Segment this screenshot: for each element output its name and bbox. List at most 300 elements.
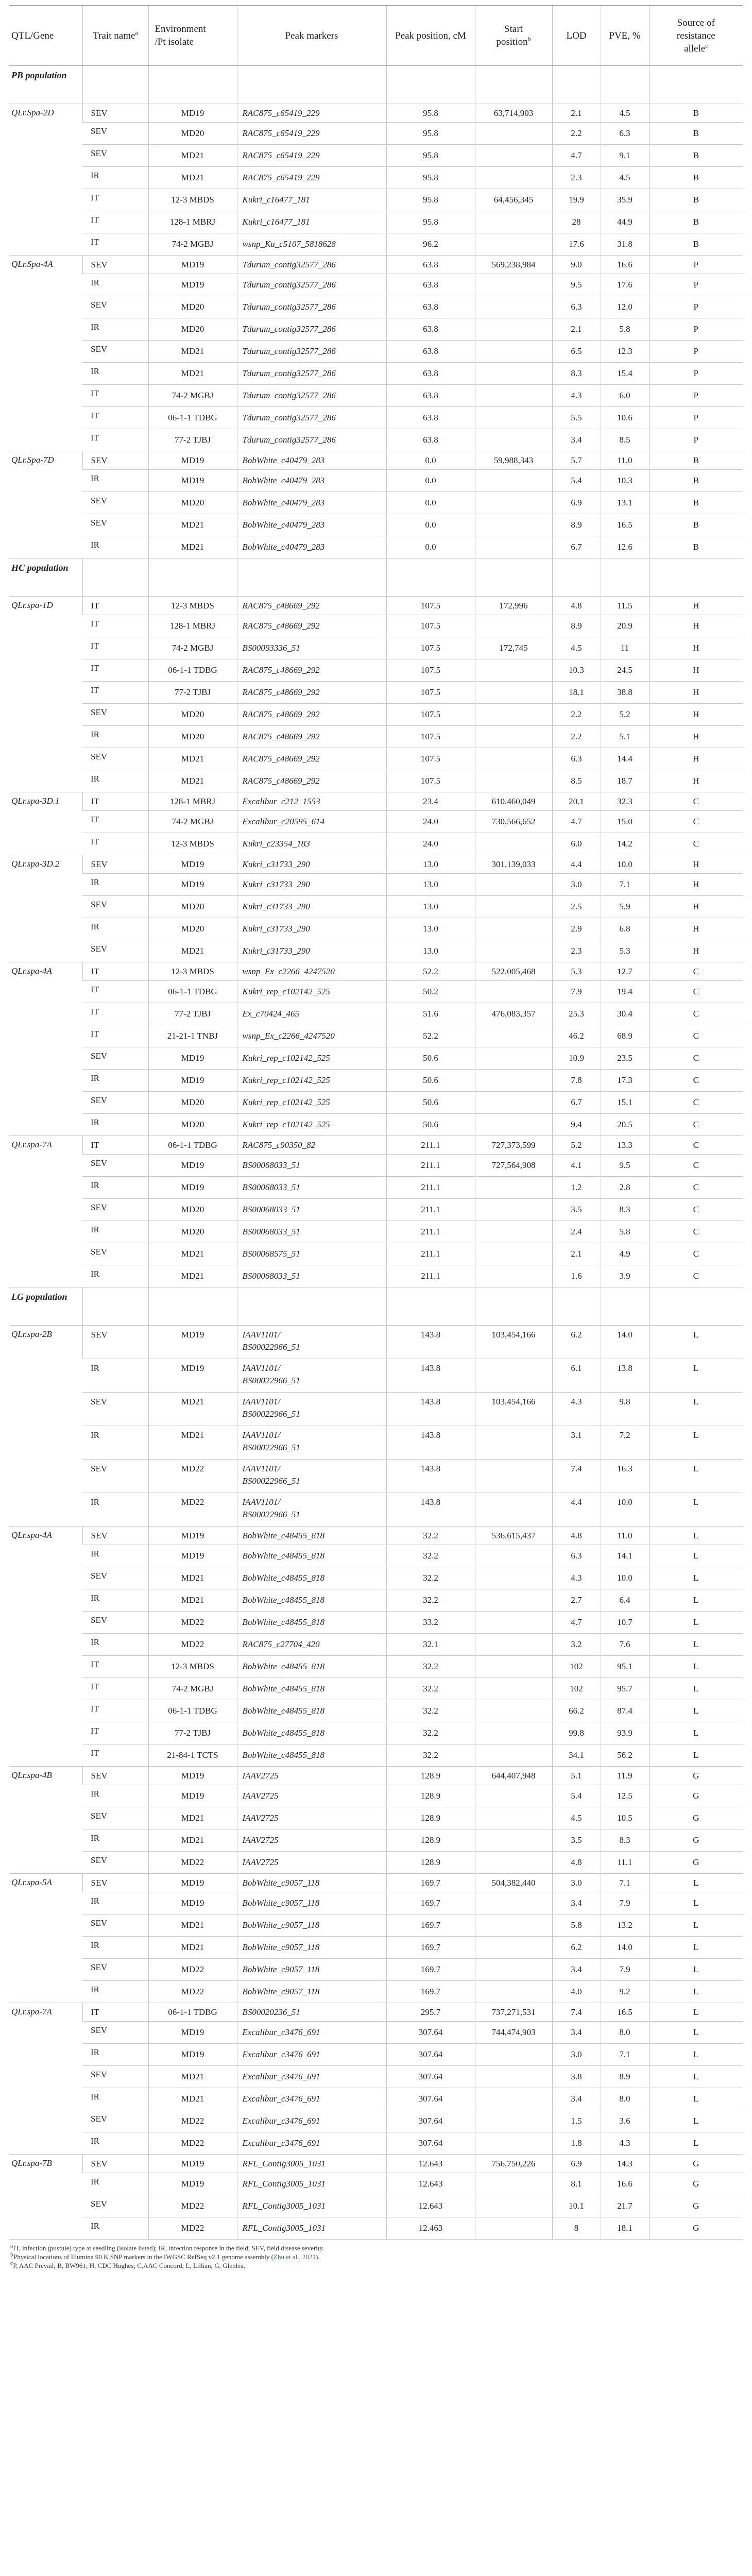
marker-line: IAAV1101/ (242, 1363, 280, 1373)
environment-cell: MD21 (148, 363, 237, 385)
lod-cell: 7.9 (552, 981, 601, 1003)
marker-cell: RAC875_c90350_82 (237, 1136, 386, 1155)
environment-cell: 77-2 TJBJ (148, 429, 237, 451)
peak-position-cell: 24.0 (386, 811, 475, 833)
environment-cell: MD20 (148, 318, 237, 341)
peak-position-cell: 0.0 (386, 451, 475, 470)
marker-cell: BobWhite_c48455_818 (237, 1678, 386, 1700)
lod-cell: 6.5 (552, 341, 601, 363)
table-row (9, 123, 743, 145)
trait-cell: SEV (82, 1326, 148, 1359)
table-row (9, 1136, 743, 1155)
peak-position-cell: 143.8 (386, 1393, 475, 1426)
lod-cell: 2.5 (552, 896, 601, 918)
citation-link[interactable]: Zhu et al., 2021 (274, 2253, 316, 2261)
lod-cell: 5.5 (552, 407, 601, 429)
pve-cell: 5.2 (601, 704, 649, 726)
peak-position-cell: 128.9 (386, 1767, 475, 1785)
source-allele-cell: P (649, 274, 743, 296)
pve-cell: 12.6 (601, 536, 649, 558)
peak-position-cell: 128.9 (386, 1829, 475, 1852)
pve-cell: 16.5 (601, 2003, 649, 2022)
marker-cell: IAAV2725 (237, 1852, 386, 1874)
start-position-cell: 172,745 (475, 637, 552, 659)
pve-cell: 19.4 (601, 981, 649, 1003)
pve-cell: 11 (601, 637, 649, 659)
trait-cell: IR (82, 874, 148, 896)
environment-cell: MD20 (148, 896, 237, 918)
lod-cell: 2.4 (552, 1221, 601, 1243)
trait-cell: IR (82, 2044, 148, 2066)
lod-cell: 4.8 (552, 597, 601, 615)
start-position-cell (475, 1545, 552, 1567)
qtl-name: QLr.spa-3D.2 (9, 855, 82, 962)
table-row (9, 1959, 743, 1981)
trait-cell: IT (82, 1136, 148, 1155)
trait-cell: SEV (82, 451, 148, 470)
peak-position-cell: 107.5 (386, 682, 475, 704)
lod-cell: 102 (552, 1656, 601, 1678)
trait-cell: IR (82, 1070, 148, 1092)
environment-cell: 06-1-1 TDBG (148, 407, 237, 429)
source-allele-cell: L (649, 2132, 743, 2155)
table-row (9, 1612, 743, 1634)
peak-position-cell: 52.2 (386, 962, 475, 981)
environment-cell: MD19 (148, 1545, 237, 1567)
trait-cell: IR (82, 167, 148, 189)
start-position-cell: 63,714,903 (475, 104, 552, 123)
environment-cell: MD22 (148, 2110, 237, 2132)
source-allele-cell: L (649, 1874, 743, 1892)
environment-cell: MD21 (148, 1567, 237, 1589)
lod-cell: 3.0 (552, 874, 601, 896)
lod-cell: 5.4 (552, 470, 601, 492)
trait-cell: IT (82, 1700, 148, 1722)
qtl-name: QLr.spa-4B (9, 1767, 82, 1874)
trait-cell: IR (82, 1785, 148, 1807)
pve-cell: 87.4 (601, 1700, 649, 1722)
marker-cell: Tdurum_contig32577_286 (237, 256, 386, 274)
marker-cell: RAC875_c48669_292 (237, 726, 386, 748)
start-position-cell (475, 1567, 552, 1589)
source-allele-cell: P (649, 407, 743, 429)
start-position-cell (475, 1744, 552, 1767)
start-position-cell (475, 1959, 552, 1981)
marker-cell: Tdurum_contig32577_286 (237, 429, 386, 451)
table-row (9, 536, 743, 558)
start-position-cell (475, 1678, 552, 1700)
peak-position-cell: 211.1 (386, 1155, 475, 1177)
trait-cell: IT (82, 2003, 148, 2022)
lod-cell: 2.1 (552, 104, 601, 123)
pve-cell: 6.3 (601, 123, 649, 145)
trait-cell: SEV (82, 940, 148, 962)
marker-cell: RFL_Contig3005_1031 (237, 2195, 386, 2217)
table-row (9, 1874, 743, 1892)
table-row (9, 341, 743, 363)
environment-cell: 21-21-1 TNBJ (148, 1025, 237, 1047)
qtl-name: QLr.spa-2B (9, 1326, 82, 1527)
start-position-cell (475, 2044, 552, 2066)
marker-cell: BS00068033_51 (237, 1155, 386, 1177)
peak-position-cell: 63.8 (386, 429, 475, 451)
table-row (9, 189, 743, 211)
environment-cell: MD22 (148, 1981, 237, 2003)
pve-cell: 44.9 (601, 211, 649, 233)
start-position-cell (475, 123, 552, 145)
start-position-cell (475, 1722, 552, 1744)
marker-cell: Kukri_c16477_181 (237, 189, 386, 211)
start-position-cell: 610,460,049 (475, 792, 552, 811)
trait-cell: SEV (82, 896, 148, 918)
peak-position-cell: 63.8 (386, 256, 475, 274)
lod-cell: 3.4 (552, 429, 601, 451)
qtl-name: QLr.spa-7A (9, 1136, 82, 1287)
source-allele-cell: G (649, 2217, 743, 2240)
empty-cell (237, 66, 386, 104)
start-position-cell (475, 407, 552, 429)
peak-position-cell: 169.7 (386, 1959, 475, 1981)
lod-cell: 66.2 (552, 1700, 601, 1722)
environment-cell: 12-3 MBDS (148, 1656, 237, 1678)
empty-cell (649, 66, 743, 104)
pve-cell: 30.4 (601, 1003, 649, 1025)
start-position-cell (475, 363, 552, 385)
table-row (9, 855, 743, 874)
environment-cell: MD20 (148, 1114, 237, 1136)
empty-cell (386, 66, 475, 104)
table-row (9, 1892, 743, 1914)
marker-cell: Ex_c70424_465 (237, 1003, 386, 1025)
table-row (9, 682, 743, 704)
lod-cell: 5.7 (552, 451, 601, 470)
table-row (9, 833, 743, 855)
table-row (9, 492, 743, 514)
trait-cell: IR (82, 274, 148, 296)
table-row (9, 470, 743, 492)
peak-position-cell: 307.64 (386, 2132, 475, 2155)
lod-cell: 6.7 (552, 1092, 601, 1114)
lod-cell: 4.4 (552, 1493, 601, 1527)
source-allele-cell: L (649, 1914, 743, 1937)
trait-cell: SEV (82, 104, 148, 123)
environment-cell: 77-2 TJBJ (148, 682, 237, 704)
trait-cell: IT (82, 1025, 148, 1047)
environment-cell: MD21 (148, 1914, 237, 1937)
table-row (9, 1589, 743, 1612)
source-allele-cell: C (649, 1265, 743, 1287)
pve-cell: 14.4 (601, 748, 649, 770)
trait-cell: SEV (82, 1199, 148, 1221)
lod-cell: 3.8 (552, 2066, 601, 2088)
source-allele-cell: B (649, 211, 743, 233)
lod-cell: 4.7 (552, 145, 601, 167)
table-row (9, 1221, 743, 1243)
marker-cell: BobWhite_c40479_283 (237, 451, 386, 470)
table-row (9, 1359, 743, 1393)
marker-cell: Kukri_c31733_290 (237, 918, 386, 940)
table-row (9, 1025, 743, 1047)
source-allele-cell: G (649, 1767, 743, 1785)
lod-cell: 9.4 (552, 1114, 601, 1136)
qtl-name: QLr.spa-5A (9, 1874, 82, 2003)
marker-cell: Kukri_rep_c102142_525 (237, 1092, 386, 1114)
trait-cell: IR (82, 1545, 148, 1567)
environment-cell: MD19 (148, 104, 237, 123)
source-allele-cell: P (649, 341, 743, 363)
source-allele-cell: H (649, 855, 743, 874)
lod-cell: 10.1 (552, 2195, 601, 2217)
pve-cell: 35.9 (601, 189, 649, 211)
lod-cell: 4.3 (552, 1567, 601, 1589)
table-row (9, 451, 743, 470)
trait-cell: SEV (82, 1092, 148, 1114)
source-allele-cell: B (649, 514, 743, 536)
peak-position-cell: 13.0 (386, 874, 475, 896)
header-source-allele: Source of resistance allele$^c$ (649, 6, 743, 66)
source-allele-cell: H (649, 918, 743, 940)
environment-cell: 128-1 MBRJ (148, 615, 237, 637)
peak-position-cell: 169.7 (386, 1937, 475, 1959)
marker-cell: BobWhite_c9057_118 (237, 1937, 386, 1959)
marker-line: IAAV1101/ (242, 1464, 280, 1473)
trait-cell: IR (82, 1493, 148, 1527)
environment-cell: 128-1 MBRJ (148, 211, 237, 233)
source-allele-cell: C (649, 1199, 743, 1221)
table-row (9, 2195, 743, 2217)
peak-position-cell: 63.8 (386, 407, 475, 429)
pve-cell: 13.8 (601, 1359, 649, 1393)
environment-cell: 74-2 MGBJ (148, 1678, 237, 1700)
peak-position-cell: 128.9 (386, 1807, 475, 1829)
start-position-cell: 737,271,531 (475, 2003, 552, 2022)
pve-cell: 12.0 (601, 296, 649, 318)
marker-cell: Tdurum_contig32577_286 (237, 407, 386, 429)
pve-cell: 18.1 (601, 2217, 649, 2240)
start-position-cell (475, 536, 552, 558)
peak-position-cell: 307.64 (386, 2066, 475, 2088)
trait-cell: IT (82, 962, 148, 981)
start-position-cell (475, 659, 552, 682)
header-trait: Trait name$^a$ (82, 6, 148, 66)
environment-cell: MD20 (148, 296, 237, 318)
lod-cell: 2.3 (552, 940, 601, 962)
marker-cell: Excalibur_c3476_691 (237, 2066, 386, 2088)
peak-position-cell: 51.6 (386, 1003, 475, 1025)
peak-position-cell: 107.5 (386, 659, 475, 682)
environment-cell: MD22 (148, 2217, 237, 2240)
source-allele-cell: B (649, 233, 743, 256)
peak-position-cell: 211.1 (386, 1243, 475, 1265)
lod-cell: 5.2 (552, 1136, 601, 1155)
environment-cell: MD21 (148, 167, 237, 189)
start-position-cell: 172,996 (475, 597, 552, 615)
environment-cell: MD22 (148, 1612, 237, 1634)
trait-cell: IT (82, 211, 148, 233)
population-header-row (9, 66, 743, 104)
marker-cell: BS00068575_51 (237, 1243, 386, 1265)
empty-cell (552, 66, 601, 104)
trait-cell: SEV (82, 1612, 148, 1634)
trait-cell: IT (82, 1744, 148, 1767)
environment-cell: MD22 (148, 1959, 237, 1981)
marker-cell: BS00068033_51 (237, 1221, 386, 1243)
marker-cell: Kukri_c16477_181 (237, 211, 386, 233)
environment-cell: MD21 (148, 536, 237, 558)
source-allele-cell: C (649, 792, 743, 811)
environment-cell: MD22 (148, 2132, 237, 2155)
table-row (9, 2022, 743, 2044)
pve-cell: 13.3 (601, 1136, 649, 1155)
environment-cell: MD21 (148, 1807, 237, 1829)
pve-cell: 9.1 (601, 145, 649, 167)
lod-cell: 4.7 (552, 811, 601, 833)
qtl-name: QLr.spa-4A (9, 962, 82, 1136)
peak-position-cell: 95.8 (386, 167, 475, 189)
lod-cell: 2.2 (552, 726, 601, 748)
start-position-cell: 522,005,468 (475, 962, 552, 981)
table-row (9, 918, 743, 940)
peak-position-cell: 23.4 (386, 792, 475, 811)
trait-cell: IR (82, 363, 148, 385)
table-row (9, 1199, 743, 1221)
environment-cell: MD19 (148, 2044, 237, 2066)
environment-cell: MD19 (148, 2022, 237, 2044)
peak-position-cell: 307.64 (386, 2110, 475, 2132)
pve-cell: 3.6 (601, 2110, 649, 2132)
trait-cell: IR (82, 1177, 148, 1199)
source-allele-cell: H (649, 597, 743, 615)
pve-cell: 14.3 (601, 2155, 649, 2173)
marker-cell: BobWhite_c9057_118 (237, 1914, 386, 1937)
environment-cell: 77-2 TJBJ (148, 1722, 237, 1744)
pve-cell: 14.0 (601, 1937, 649, 1959)
table-row (9, 615, 743, 637)
pve-cell: 10.7 (601, 1612, 649, 1634)
pve-cell: 6.4 (601, 1589, 649, 1612)
environment-cell: MD19 (148, 1767, 237, 1785)
source-allele-cell: H (649, 874, 743, 896)
pve-cell: 7.1 (601, 1874, 649, 1892)
peak-position-cell: 63.8 (386, 341, 475, 363)
table-row (9, 1545, 743, 1567)
source-allele-cell: G (649, 2173, 743, 2195)
peak-position-cell: 50.6 (386, 1047, 475, 1070)
start-position-cell: 476,083,357 (475, 1003, 552, 1025)
trait-cell: SEV (82, 296, 148, 318)
source-allele-cell: L (649, 1460, 743, 1493)
qtl-name: QLr.Spa-4A (9, 256, 82, 451)
peak-position-cell: 0.0 (386, 492, 475, 514)
peak-position-cell: 32.1 (386, 1634, 475, 1656)
trait-cell: IR (82, 1937, 148, 1959)
table-row (9, 1177, 743, 1199)
peak-position-cell: 107.5 (386, 597, 475, 615)
empty-cell (82, 66, 148, 104)
marker-cell: IAAV2725 (237, 1767, 386, 1785)
trait-cell: SEV (82, 2110, 148, 2132)
table-row (9, 896, 743, 918)
qtl-name: QLr.Spa-2D (9, 104, 82, 256)
pve-cell: 8.3 (601, 1199, 649, 1221)
trait-cell: IT (82, 407, 148, 429)
source-allele-cell: L (649, 2044, 743, 2066)
pve-cell: 6.0 (601, 385, 649, 407)
marker-cell: RAC875_c48669_292 (237, 770, 386, 792)
lod-cell: 3.1 (552, 1426, 601, 1460)
pve-cell: 13.1 (601, 492, 649, 514)
pve-cell: 95.1 (601, 1656, 649, 1678)
marker-cell: Kukri_c31733_290 (237, 855, 386, 874)
environment-cell: MD21 (148, 1589, 237, 1612)
environment-cell: 74-2 MGBJ (148, 811, 237, 833)
trait-cell: IR (82, 726, 148, 748)
start-position-cell (475, 1070, 552, 1092)
header-environment: Environment /Pt isolate (148, 6, 237, 66)
source-allele-cell: G (649, 1785, 743, 1807)
pve-cell: 11.1 (601, 1852, 649, 1874)
pve-cell: 5.8 (601, 1221, 649, 1243)
qtl-name: QLr.spa-7A (9, 2003, 82, 2155)
start-position-cell: 569,238,984 (475, 256, 552, 274)
marker-cell: Kukri_c23354_183 (237, 833, 386, 855)
peak-position-cell: 12.643 (386, 2173, 475, 2195)
table-row (9, 1460, 743, 1493)
peak-position-cell: 143.8 (386, 1460, 475, 1493)
marker-cell: RAC875_c65419_229 (237, 167, 386, 189)
lod-cell: 17.6 (552, 233, 601, 256)
table-row (9, 770, 743, 792)
trait-cell: IR (82, 1221, 148, 1243)
start-position-cell (475, 874, 552, 896)
pve-cell: 11.5 (601, 597, 649, 615)
marker-cell: BobWhite_c48455_818 (237, 1545, 386, 1567)
pve-cell: 7.9 (601, 1892, 649, 1914)
source-allele-cell: L (649, 1493, 743, 1527)
marker-cell: RAC875_c48669_292 (237, 682, 386, 704)
peak-position-cell: 63.8 (386, 318, 475, 341)
environment-cell: 06-1-1 TDBG (148, 1700, 237, 1722)
pve-cell: 10.3 (601, 470, 649, 492)
table-row (9, 318, 743, 341)
qtl-table (9, 5, 743, 2240)
table-row (9, 1243, 743, 1265)
trait-cell: SEV (82, 2195, 148, 2217)
start-position-cell (475, 2088, 552, 2110)
pve-cell: 16.3 (601, 1460, 649, 1493)
marker-cell: BobWhite_c48455_818 (237, 1744, 386, 1767)
lod-cell: 99.8 (552, 1722, 601, 1744)
source-allele-cell: L (649, 1634, 743, 1656)
marker-cell: BobWhite_c48455_818 (237, 1527, 386, 1545)
pve-cell: 2.8 (601, 1177, 649, 1199)
pve-cell: 24.5 (601, 659, 649, 682)
pve-cell: 4.5 (601, 167, 649, 189)
trait-cell: IT (82, 1003, 148, 1025)
trait-cell: IR (82, 1634, 148, 1656)
lod-cell: 9.5 (552, 274, 601, 296)
start-position-cell (475, 2132, 552, 2155)
marker-cell: Kukri_rep_c102142_525 (237, 1070, 386, 1092)
source-allele-cell: L (649, 1937, 743, 1959)
trait-cell: IR (82, 2217, 148, 2240)
pve-cell: 20.5 (601, 1114, 649, 1136)
trait-cell: IT (82, 981, 148, 1003)
table-row (9, 2155, 743, 2173)
pve-cell: 15.1 (601, 1092, 649, 1114)
environment-cell: MD19 (148, 256, 237, 274)
start-position-cell (475, 296, 552, 318)
